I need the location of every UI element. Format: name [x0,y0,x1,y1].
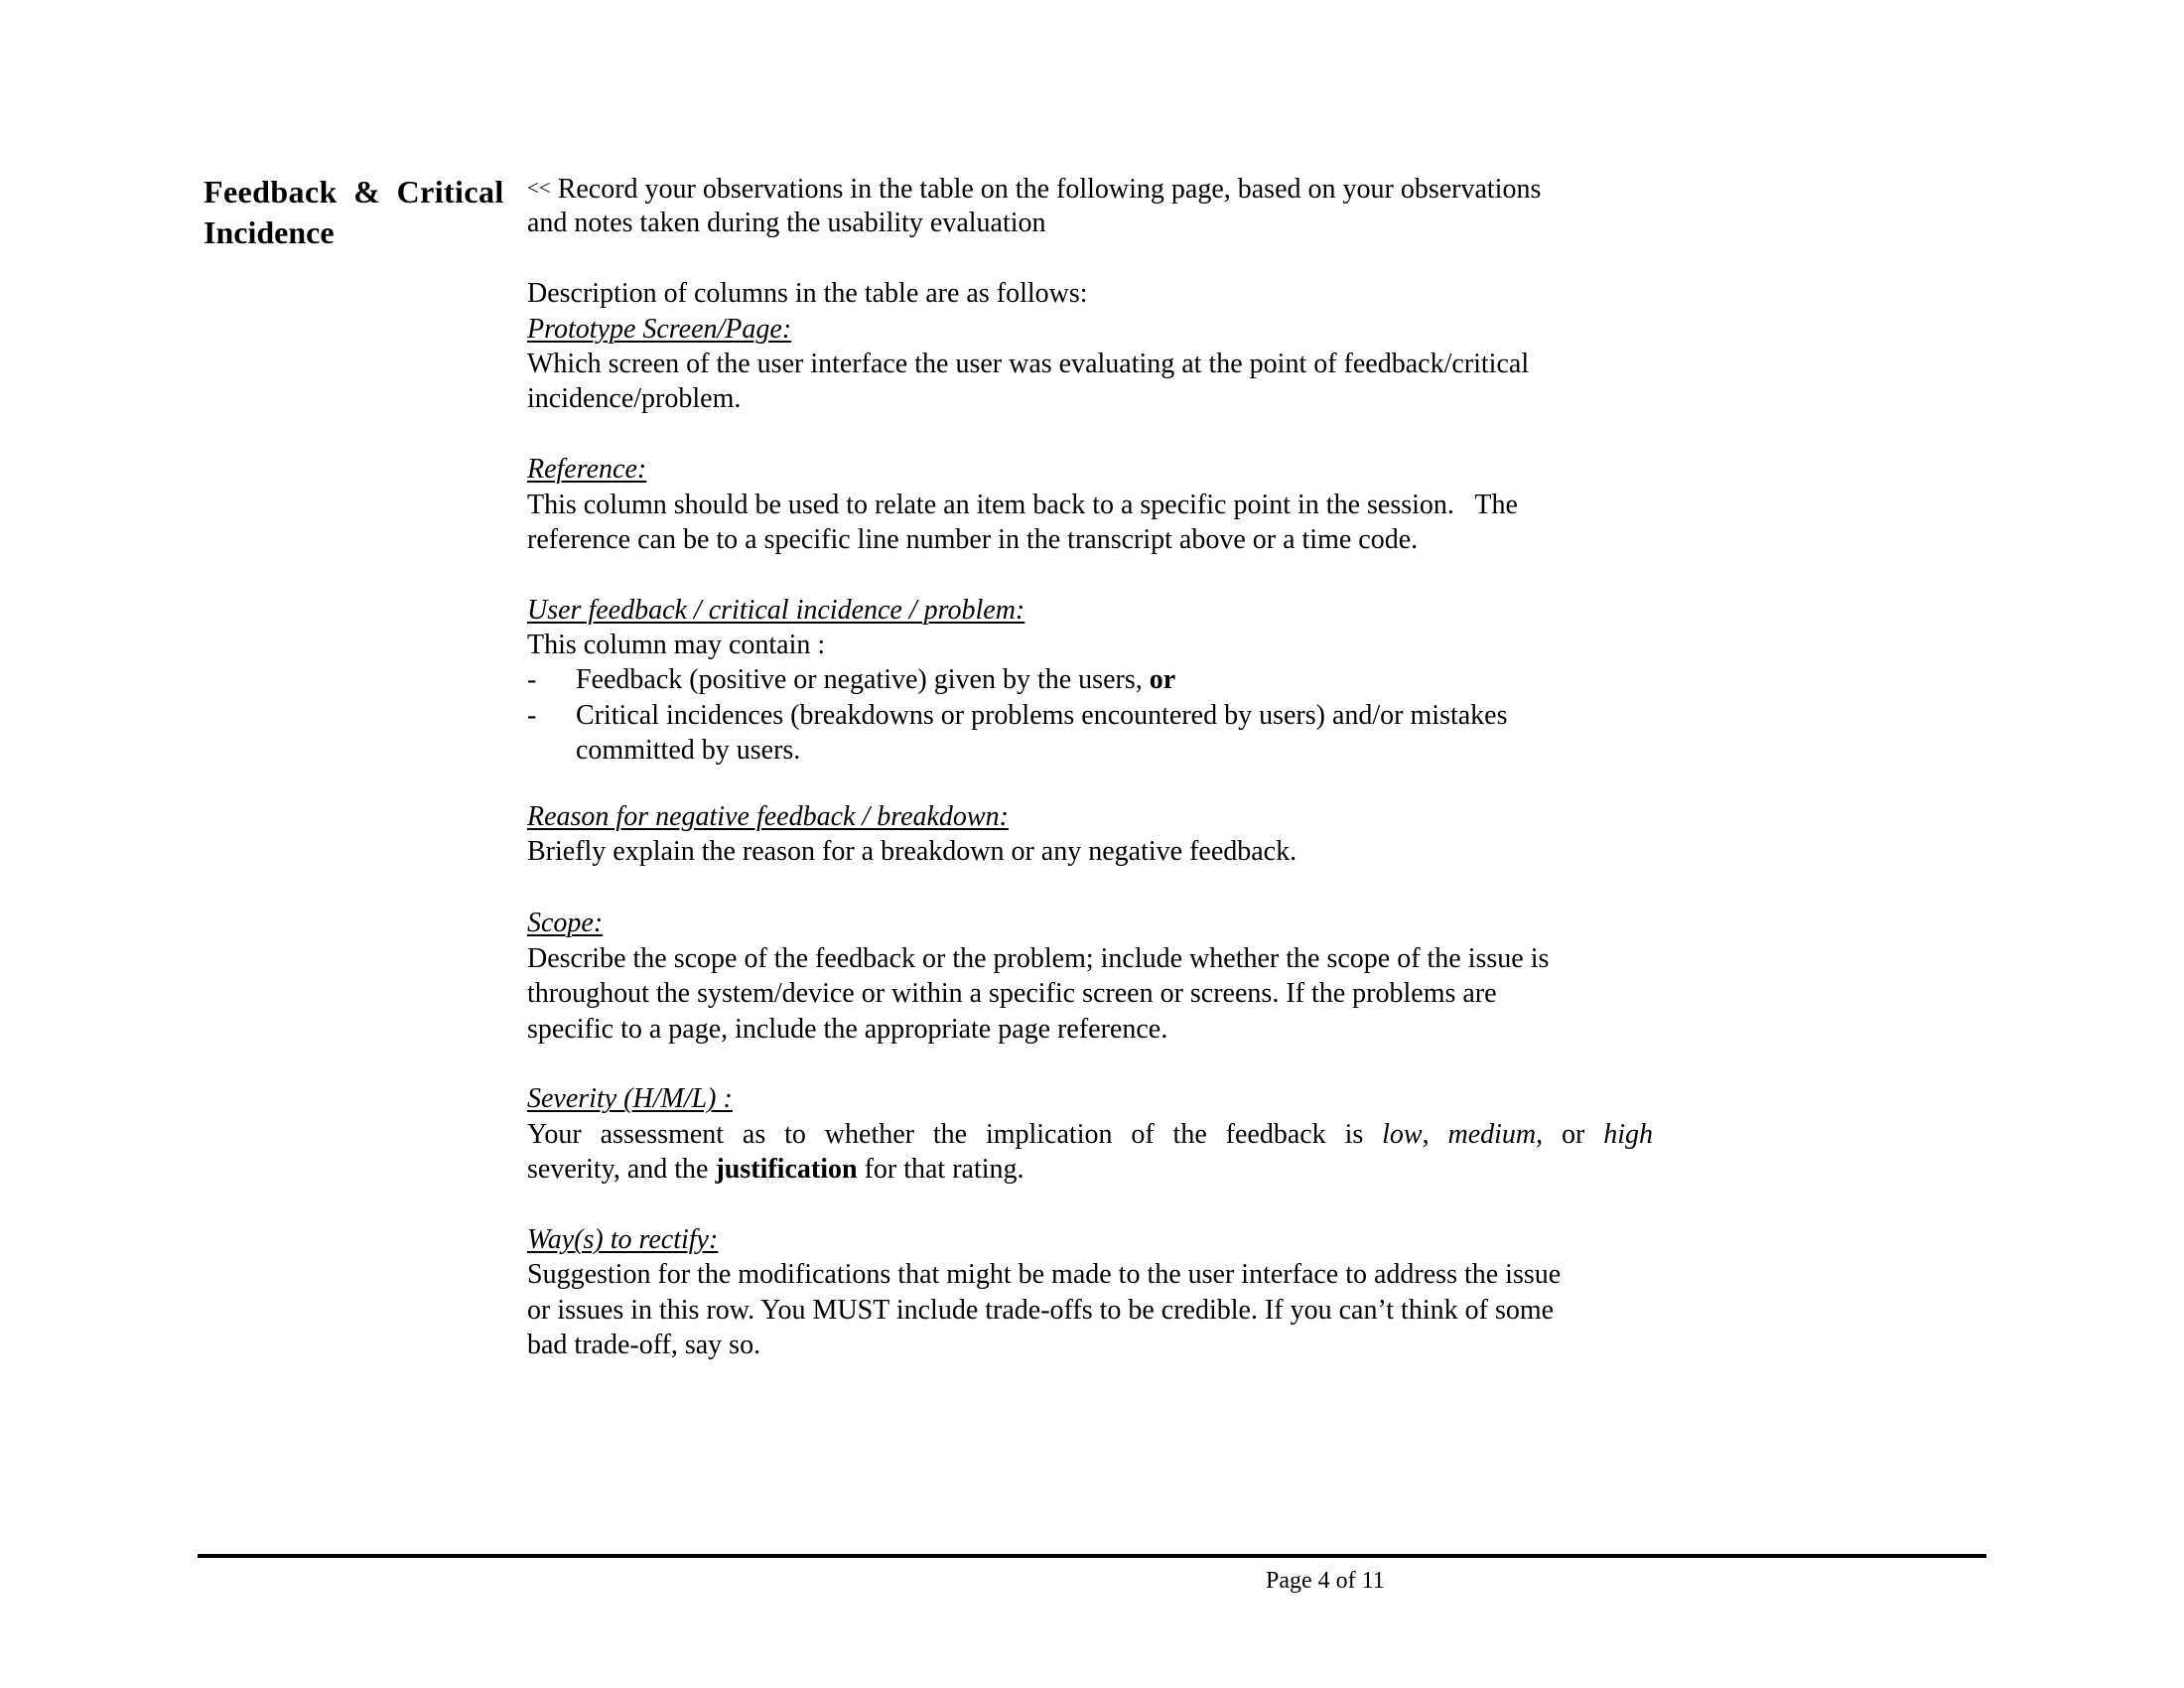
column-desc-line: Which screen of the user interface the user was evaluating at the point of feedback/critical [527,348,1530,379]
column-desc-line: incidence/problem. [527,383,742,415]
severity-high: high [1603,1118,1654,1150]
severity-text: , [1422,1118,1448,1150]
column-label-reason: Reason for negative feedback / breakdown: [527,800,1009,832]
column-label-rectify: Way(s) to rectify: [527,1223,719,1255]
column-reason [527,799,1653,834]
column-desc-line: This column should be used to relate an item back to a specific point in the session. The [527,489,1518,520]
column-reference [527,452,1653,487]
column-desc-line: This column may contain : [527,630,826,661]
severity-text: Your assessment as to whether the implication of the feedback is [527,1118,1383,1150]
columns-intro: Description of columns in the table are as follows: [527,278,1088,310]
bullet-continuation: committed by users. [576,735,801,767]
severity-justification: justification [715,1154,858,1186]
intro-text-1: Record your observations in the table on the following page, based on your observations [550,174,1542,205]
column-rectify [527,1222,1653,1257]
intro-line1 [527,171,1653,206]
column-severity [527,1081,1653,1116]
bullet-dash: - [527,699,537,731]
column-desc-line: Briefly explain the reason for a breakdown or any negative feedback. [527,836,1297,868]
intro-line2: and notes taken during the usability evaluation [527,208,1046,239]
column-label-user-feedback: User feedback / critical incidence / problem: [527,594,1025,626]
severity-text: for that rating. [857,1154,1024,1186]
column-scope [527,906,1653,940]
bullet-text: Critical incidences (breakdowns or problems encountered by users) and/or mistakes [576,699,1508,731]
column-label-severity: Severity (H/M/L) : [527,1083,733,1115]
column-prototype [527,312,1653,347]
column-label-prototype: Prototype Screen/Page: [527,313,792,345]
column-label-scope: Scope: [527,908,604,939]
section-heading-line1: Feedback & Critical [204,174,504,210]
column-desc-line: Suggestion for the modifications that might be made to the user interface to address the issue [527,1259,1562,1291]
bullet-dash: - [527,664,537,696]
intro-marker: << [527,176,551,200]
severity-medium: medium [1447,1118,1537,1150]
column-user-feedback [527,593,1653,628]
severity-text: , or [1536,1118,1604,1150]
column-desc-line: Describe the scope of the feedback or the problem; include whether the scope of the issue is [527,942,1550,974]
bullet-bold-or: or [1149,664,1176,696]
bullet-text: Feedback (positive or negative) given by the users, [576,664,1150,696]
column-desc-line: bad trade-off, say so. [527,1330,761,1361]
severity-low: low [1382,1118,1423,1150]
column-label-reference: Reference: [527,454,647,486]
bullet-item [527,698,1653,733]
column-desc-line: or issues in this row. You MUST include trade-offs to be credible. If you can’t think of some [527,1294,1555,1326]
column-desc-line: specific to a page, include the appropriate page reference. [527,1013,1168,1045]
page-number: Page 4 of 11 [1266,1568,1385,1594]
footer-rule [198,1554,1986,1558]
section-heading [204,172,531,253]
column-desc-line: reference can be to a specific line number in the transcript above or a time code. [527,523,1419,555]
severity-text: severity, and the [527,1154,716,1186]
column-desc-line [527,1152,1653,1187]
column-desc-line [527,1117,1653,1152]
column-desc-line: throughout the system/device or within a specific screen or screens. If the problems are [527,978,1497,1010]
section-heading-line2: Incidence [204,214,335,250]
section-body [527,171,1653,1363]
bullet-item [527,662,1653,697]
